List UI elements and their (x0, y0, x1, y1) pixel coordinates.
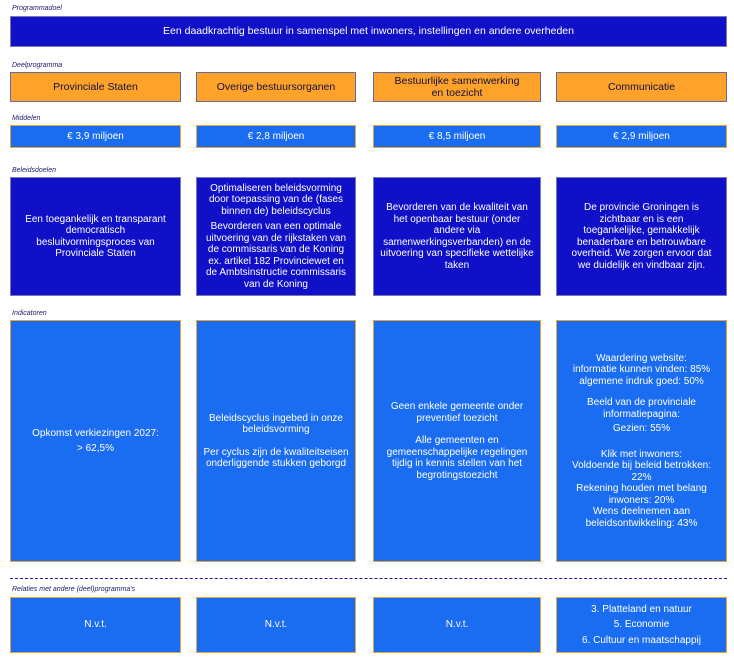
deelprogramma-text: Communicatie (607, 80, 676, 93)
indicator-text: Gezien: 55% (612, 423, 671, 435)
relaties-box-4 (556, 597, 727, 653)
middelen-value: € 2,9 miljoen (613, 130, 670, 142)
indicator-text: algemene indruk goed: 50% (579, 375, 704, 387)
deelprogramma-overige-bestuursorganen (196, 72, 356, 102)
relaties-box-2 (196, 597, 356, 653)
deelprogramma-text: Provinciale Staten (53, 80, 138, 93)
deelprogramma-text: Overige bestuursorganen (216, 80, 336, 93)
relaties-text: 6. Cultuur en maatschappij (582, 634, 701, 646)
indicator-box-1 (10, 320, 181, 562)
indicator-box-3 (373, 320, 541, 562)
indicator-text: Klik met inwoners: (600, 448, 683, 460)
beleidsdoel-box-3 (373, 177, 541, 296)
indicator-box-4 (556, 320, 727, 562)
indicator-text: Waardering website: (596, 352, 687, 364)
beleidsdoel-text: Optimaliseren beleidsvorming door toepassing van de (fases binnen de) beleidscyclus (209, 182, 343, 217)
beleidsdoel-text: Een toegankelijk en transparant democratisch besluitvormingsproces van Provinciale Staten (25, 213, 166, 259)
relaties-text: 5. Economie (613, 619, 670, 631)
middelen-value: € 2,8 miljoen (247, 130, 305, 142)
beleidsdoel-text: Bevorderen van een optimale uitvoering van de rijkstaken van de commissaris van de Koning ex. artikel 182 Provinciewet en de Ambtsinstructie commissaris van de Koning (205, 221, 347, 290)
middelen-box-2 (196, 125, 356, 148)
programmadoel-text: Een daadkrachtig bestuur in samenspel met inwoners, instellingen en andere overheden (163, 25, 574, 38)
middelen-value: € 3,9 miljoen (67, 130, 124, 142)
relaties-text: 3. Platteland en natuur (591, 603, 692, 615)
middelen-value: € 8,5 miljoen (428, 130, 486, 142)
indicator-box-2 (196, 320, 356, 562)
indicator-text: Beeld van de provinciale informatiepagina: (587, 397, 696, 420)
relaties-box-3 (373, 597, 541, 653)
deelprogramma-communicatie (556, 72, 727, 102)
middelen-box-4 (556, 125, 727, 148)
deelprogramma-text: Bestuurlijke samenwerking en toezicht (394, 74, 520, 99)
relaties-text: N.v.t. (264, 619, 288, 631)
indicator-text: Voldoende bij beleid betrokken: 22% (572, 460, 711, 483)
indicatoren-label: Indicatoren (12, 310, 47, 317)
indicator-text: > 62,5% (77, 443, 114, 454)
relaties-text: N.v.t. (84, 619, 107, 631)
indicator-text: Per cyclus zijn de kwaliteitseisen onderliggende stukken geborgd (203, 446, 349, 469)
beleidsdoel-box-2 (196, 177, 356, 296)
relaties-box-1 (10, 597, 181, 653)
section-divider (10, 578, 727, 579)
indicator-text: Rekening houden met belang inwoners: 20% (576, 483, 707, 506)
beleidsdoel-text: Bevorderen van de kwaliteit van het openbaar bestuur (onder andere via samenwerkingsverbanden) en de uitvoering van specifieke wettelijke taken (380, 202, 534, 271)
beleidsdoelen-label: Beleidsdoelen (12, 167, 56, 174)
deelprogramma-label: Deelprogramma (12, 62, 63, 69)
beleidsdoel-box-1 (10, 177, 181, 296)
middelen-box-3 (373, 125, 541, 148)
programmadoel-label: Programmadoel (12, 5, 62, 12)
indicator-text: Beleidscyclus ingebed in onze beleidsvorming (209, 412, 343, 435)
middelen-label: Middelen (12, 115, 41, 122)
relaties-text: N.v.t. (445, 619, 469, 631)
beleidsdoel-text: De provincie Groningen is zichtbaar en is een toegankelijke, gemakkelijk benaderbare en betrouwbare overheid. We zorgen ervoor dat we duidelijk en vindbaar zijn. (571, 202, 712, 271)
middelen-box-1 (10, 125, 181, 148)
indicator-text: Geen enkele gemeente onder preventief toezicht (390, 401, 524, 424)
relaties-label: Relaties met andere (deel)programma's (12, 586, 136, 593)
programmadoel-box (10, 16, 727, 47)
deelprogramma-provinciale-staten (10, 72, 181, 102)
beleidsdoel-box-4 (556, 177, 727, 296)
deelprogramma-bestuurlijke-samenwerking (373, 72, 541, 102)
indicator-text: informatie kunnen vinden: 85% (572, 364, 711, 376)
indicator-text: Alle gemeenten en gemeenschappelijke regelingen tijdig in kennis stellen van het begrotingstoezicht (386, 435, 528, 481)
indicator-text: Wens deelnemen aan beleidsontwikkeling: 43% (585, 506, 698, 529)
indicator-text: Opkomst verkiezingen 2027: (32, 427, 159, 439)
